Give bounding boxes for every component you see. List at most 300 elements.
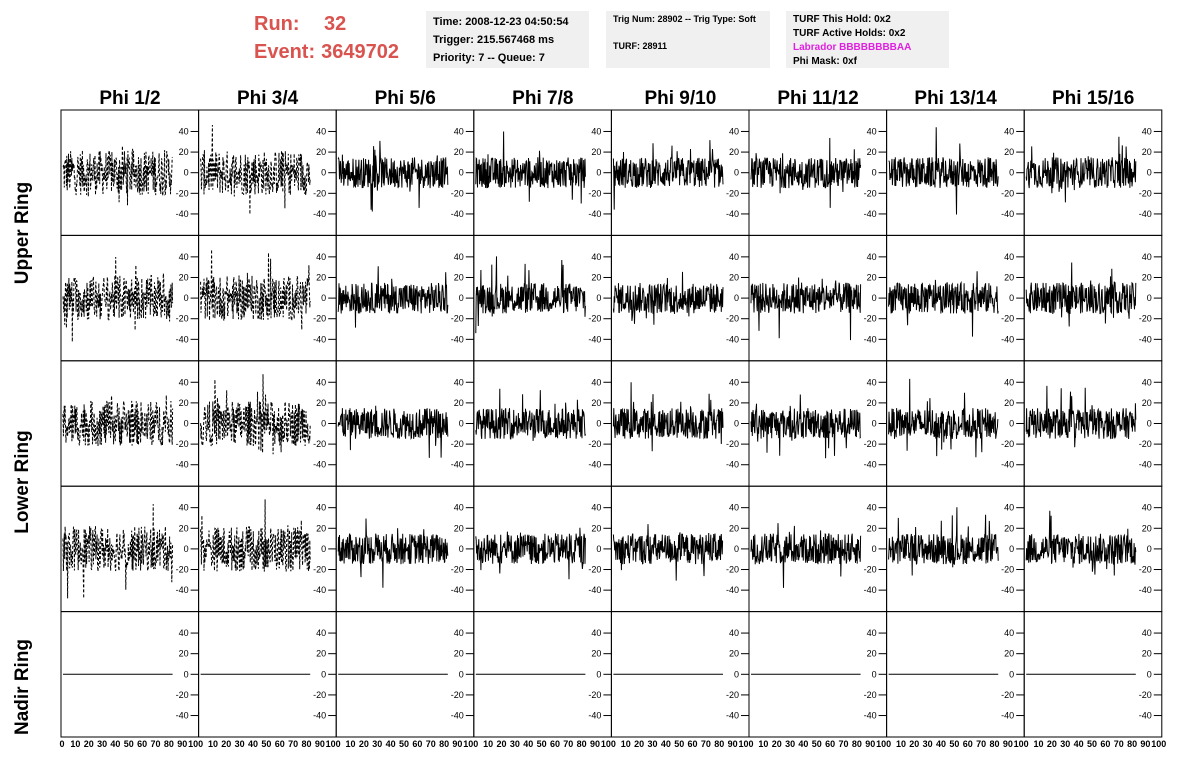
y-tick-label: -20 [863,188,877,199]
y-tick-label: 20 [316,147,327,158]
y-tick-label: 40 [728,251,739,262]
y-tick-label: 0 [321,418,327,429]
x-tick-label: 10 [895,739,906,749]
y-tick-label: 40 [591,502,602,513]
y-tick-label: 20 [728,397,739,408]
x-tick-label: 90 [452,739,463,749]
y-tick-label: 20 [316,648,327,659]
y-tick-label: 20 [866,397,877,408]
y-tick-label: -40 [1001,710,1015,721]
y-tick-label: 0 [1009,293,1015,304]
y-tick-label: -20 [863,689,877,700]
y-tick-label: 20 [1004,272,1015,283]
trig-num-text: Trig Num: 28902 -- Trig Type: Soft [613,14,756,24]
waveform-trace [889,127,999,214]
y-tick-label: 0 [458,293,464,304]
y-tick-label: 0 [1146,418,1152,429]
waveform-trace [751,395,861,459]
y-tick-label: 20 [728,648,739,659]
column-header: Phi 15/16 [1051,88,1135,109]
y-tick-label: 20 [453,397,464,408]
x-tick-label: 60 [549,739,560,749]
y-tick-label: 20 [591,648,602,659]
waveform-trace [476,528,586,579]
y-tick-label: -20 [175,564,189,575]
priority-text: Priority: 7 -- Queue: 7 [433,52,545,64]
y-tick-label: 0 [596,293,602,304]
y-tick-label: 40 [1004,126,1015,137]
y-tick-label: 40 [866,628,877,639]
x-tick-label: 100 [1151,739,1167,749]
y-tick-label: 20 [591,272,602,283]
x-tick-label: 10 [620,739,631,749]
x-tick-label: 80 [163,739,174,749]
x-tick-label: 70 [425,739,436,749]
y-tick-label: 40 [728,502,739,513]
y-tick-label: 0 [458,167,464,178]
y-tick-label: 0 [183,293,189,304]
x-tick-label: 30 [1060,739,1071,749]
y-tick-label: -40 [863,710,877,721]
y-tick-label: -20 [450,689,464,700]
y-tick-label: -40 [1138,710,1152,721]
x-tick-label: 40 [110,739,121,749]
y-tick-label: -20 [588,564,602,575]
y-tick-label: -40 [725,710,739,721]
y-tick-label: -40 [450,710,464,721]
y-tick-label: 0 [596,167,602,178]
y-tick-label: -20 [588,689,602,700]
x-tick-label: 90 [1002,739,1013,749]
turf-active-holds-text: TURF Active Holds: 0x2 [793,28,906,39]
y-tick-label: 0 [733,418,739,429]
x-tick-label: 70 [838,739,849,749]
y-tick-label: -20 [1138,188,1152,199]
y-tick-label: -20 [450,439,464,450]
y-tick-label: -20 [588,439,602,450]
y-tick-label: 40 [1004,502,1015,513]
y-tick-label: 0 [1146,167,1152,178]
y-tick-label: -20 [1001,188,1015,199]
ring-label-upper: Upper Ring [12,181,33,285]
waveform-trace [751,278,861,341]
y-tick-label: 0 [458,418,464,429]
x-tick-label: 70 [1113,739,1124,749]
x-tick-label: 40 [385,739,396,749]
y-tick-label: 20 [178,147,189,158]
x-tick-label: 100 [876,739,892,749]
x-tick-label: 30 [509,739,520,749]
column-header: Phi 3/4 [236,88,299,109]
y-tick-label: 0 [1146,543,1152,554]
column-header: Phi 11/12 [777,88,859,109]
y-tick-label: 0 [321,167,327,178]
y-tick-label: 0 [596,669,602,680]
column-header: Phi 1/2 [99,88,161,109]
y-tick-label: -20 [1001,564,1015,575]
x-tick-label: 10 [483,739,494,749]
waveform-trace [1026,137,1136,203]
event-label: Event: [254,41,316,63]
waveform-trace [1026,263,1136,327]
waveform-trace [613,140,723,210]
column-header: Phi 9/10 [644,88,717,109]
y-tick-label: 20 [453,648,464,659]
y-tick-label: 20 [1141,272,1152,283]
y-tick-label: 40 [178,628,189,639]
x-tick-label: 40 [798,739,809,749]
y-tick-label: -20 [725,689,739,700]
y-tick-label: 40 [1141,377,1152,388]
y-tick-label: -40 [863,208,877,219]
x-tick-label: 10 [345,739,356,749]
y-tick-label: -20 [1001,313,1015,324]
y-tick-label: 20 [591,147,602,158]
x-tick-label: 10 [70,739,81,749]
y-tick-label: -40 [863,585,877,596]
x-tick-label: 80 [439,739,450,749]
ring-label-lower: Lower Ring [12,430,33,534]
y-tick-label: -40 [1001,334,1015,345]
x-tick-label: 30 [234,739,245,749]
y-tick-label: -40 [175,459,189,470]
y-tick-label: -40 [725,334,739,345]
y-tick-label: -20 [1138,439,1152,450]
y-tick-label: 20 [178,648,189,659]
y-tick-label: 0 [321,669,327,680]
y-tick-label: 20 [178,272,189,283]
waveform-trace [201,374,311,454]
y-tick-label: 0 [871,418,877,429]
y-tick-label: 20 [316,272,327,283]
x-tick-label: 70 [700,739,711,749]
x-tick-label: 10 [1033,739,1044,749]
y-tick-label: -40 [313,208,327,219]
y-tick-label: 40 [591,126,602,137]
x-tick-label: 0 [59,739,65,749]
y-tick-label: 40 [1004,628,1015,639]
y-tick-label: 20 [1141,147,1152,158]
y-tick-label: 0 [733,669,739,680]
y-tick-label: 40 [178,502,189,513]
x-tick-label: 20 [496,739,507,749]
x-tick-label: 60 [825,739,836,749]
event-value: 3649702 [321,41,399,63]
x-tick-label: 50 [949,739,960,749]
y-tick-label: -20 [863,564,877,575]
y-tick-label: 40 [316,628,327,639]
y-tick-label: -20 [450,564,464,575]
x-tick-label: 20 [909,739,920,749]
column-header: Phi 13/14 [914,88,997,109]
y-tick-label: 0 [871,167,877,178]
y-tick-label: 20 [728,523,739,534]
x-tick-label: 70 [563,739,574,749]
y-tick-label: 20 [1141,523,1152,534]
x-tick-label: 30 [372,739,383,749]
x-tick-label: 50 [811,739,822,749]
turf-this-hold-text: TURF This Hold: 0x2 [793,14,891,25]
y-tick-label: 40 [178,251,189,262]
y-tick-label: 20 [866,523,877,534]
x-tick-label: 90 [314,739,325,749]
y-tick-label: -20 [450,188,464,199]
y-tick-label: -20 [588,188,602,199]
waveform-trace [63,257,173,342]
waveform-trace [63,395,173,446]
waveform-trace [201,250,311,330]
y-tick-label: 20 [866,648,877,659]
y-tick-label: -20 [313,439,327,450]
x-tick-label: 30 [922,739,933,749]
x-tick-label: 60 [1100,739,1111,749]
x-tick-label: 80 [851,739,862,749]
y-tick-label: -20 [863,313,877,324]
y-tick-label: 40 [1141,628,1152,639]
y-tick-label: 40 [591,377,602,388]
turf-text: TURF: 28911 [613,41,668,51]
y-tick-label: 20 [453,272,464,283]
labrador-text: Labrador BBBBBBBBAA [793,42,912,53]
y-tick-label: 20 [591,397,602,408]
x-tick-label: 20 [1046,739,1057,749]
y-tick-label: 20 [316,523,327,534]
y-tick-label: 0 [871,543,877,554]
y-tick-label: 40 [316,377,327,388]
y-tick-label: -20 [725,313,739,324]
y-tick-label: -20 [1138,564,1152,575]
waveform-trace [338,141,448,212]
y-tick-label: 40 [866,502,877,513]
y-tick-label: -20 [313,689,327,700]
y-tick-label: 20 [591,523,602,534]
x-tick-label: 100 [600,739,616,749]
y-tick-label: 40 [866,126,877,137]
y-tick-label: -20 [175,689,189,700]
y-tick-label: 20 [1004,397,1015,408]
y-tick-label: 40 [316,251,327,262]
waveform-trace [613,524,723,581]
waveform-trace [613,272,723,325]
x-tick-label: 100 [463,739,479,749]
x-tick-label: 70 [150,739,161,749]
y-tick-label: -40 [450,334,464,345]
x-tick-label: 50 [1086,739,1098,749]
waveform-trace [751,523,861,588]
waveform-trace [1026,386,1136,447]
y-tick-label: 40 [316,126,327,137]
y-tick-label: 0 [458,543,464,554]
waveform-trace [889,507,999,575]
y-tick-label: -40 [313,710,327,721]
y-tick-label: 20 [866,147,877,158]
y-tick-label: -20 [1001,689,1015,700]
y-tick-label: 0 [596,418,602,429]
y-tick-label: -20 [175,188,189,199]
y-tick-label: 40 [728,628,739,639]
y-tick-label: 0 [1009,418,1015,429]
x-tick-label: 30 [97,739,108,749]
y-tick-label: 0 [458,669,464,680]
y-tick-label: -40 [1138,334,1152,345]
y-tick-label: -40 [313,585,327,596]
y-tick-label: 0 [871,293,877,304]
x-tick-label: 90 [1140,739,1151,749]
y-tick-label: -40 [588,459,602,470]
y-tick-label: -20 [313,188,327,199]
x-tick-label: 20 [771,739,782,749]
x-tick-label: 90 [177,739,188,749]
waveform-trace [613,382,723,451]
waveform-trace [338,406,448,458]
y-tick-label: 20 [316,397,327,408]
y-tick-label: -40 [1138,208,1152,219]
trigger-text: Trigger: 215.567468 ms [433,34,555,46]
waveform-trace [1026,511,1136,576]
x-tick-label: 20 [221,739,232,749]
waveform-trace [751,138,861,208]
y-tick-label: 20 [728,272,739,283]
y-tick-label: 20 [1004,147,1015,158]
y-tick-label: 20 [453,523,464,534]
y-tick-label: -40 [450,208,464,219]
y-tick-label: 0 [1146,293,1152,304]
y-tick-label: -40 [588,710,602,721]
waveform-trace [63,504,173,598]
x-tick-label: 10 [758,739,769,749]
y-tick-label: 0 [183,543,189,554]
x-tick-label: 100 [738,739,754,749]
y-tick-label: 0 [183,418,189,429]
y-tick-label: -20 [450,313,464,324]
y-tick-label: -40 [1001,208,1015,219]
y-tick-label: 0 [183,669,189,680]
y-tick-label: 40 [1004,251,1015,262]
ring-label-nadir: Nadir Ring [12,638,33,736]
y-tick-label: -40 [313,459,327,470]
y-tick-label: 40 [866,251,877,262]
y-tick-label: -20 [588,313,602,324]
y-tick-label: 40 [728,126,739,137]
x-tick-label: 50 [536,739,547,749]
column-header: Phi 7/8 [512,88,574,109]
waveform-trace [338,519,448,588]
y-tick-label: 0 [1009,543,1015,554]
phi-mask-text: Phi Mask: 0xf [793,56,857,67]
x-tick-label: 100 [188,739,204,749]
y-tick-label: -20 [1138,689,1152,700]
y-tick-label: -20 [313,313,327,324]
y-tick-label: -20 [725,439,739,450]
waveform-trace [889,271,999,336]
y-tick-label: -40 [450,459,464,470]
y-tick-label: 40 [316,502,327,513]
x-tick-label: 80 [576,739,587,749]
x-tick-label: 40 [248,739,259,749]
waveform-trace [476,256,586,333]
x-tick-label: 40 [660,739,671,749]
x-tick-label: 80 [989,739,1000,749]
y-tick-label: 20 [1141,397,1152,408]
y-tick-label: -40 [1138,459,1152,470]
x-tick-label: 100 [1013,739,1029,749]
x-tick-label: 100 [325,739,341,749]
x-tick-label: 20 [634,739,645,749]
x-tick-label: 20 [358,739,369,749]
x-tick-label: 90 [727,739,738,749]
y-tick-label: -40 [313,334,327,345]
y-tick-label: 40 [866,377,877,388]
x-tick-label: 30 [785,739,796,749]
y-tick-label: -20 [725,188,739,199]
run-value: 32 [324,13,347,35]
y-tick-label: 0 [1146,669,1152,680]
x-tick-label: 60 [962,739,973,749]
y-tick-label: -40 [725,208,739,219]
y-tick-label: -40 [588,208,602,219]
y-tick-label: -40 [725,585,739,596]
y-tick-label: 0 [733,167,739,178]
y-tick-label: 40 [591,251,602,262]
x-tick-label: 40 [523,739,534,749]
y-tick-label: 40 [728,377,739,388]
y-tick-label: -40 [175,334,189,345]
x-tick-label: 80 [714,739,725,749]
waveform-trace [889,379,999,457]
y-tick-label: -20 [863,439,877,450]
y-tick-label: 40 [453,628,464,639]
x-tick-label: 50 [398,739,410,749]
y-tick-label: 20 [453,147,464,158]
y-tick-label: 20 [1141,648,1152,659]
y-tick-label: 20 [178,397,189,408]
waveform-trace [63,146,173,205]
y-tick-label: 20 [866,272,877,283]
x-tick-label: 90 [590,739,601,749]
x-tick-label: 50 [674,739,685,749]
x-tick-label: 10 [207,739,218,749]
y-tick-label: 40 [1141,126,1152,137]
x-tick-label: 60 [687,739,698,749]
run-label: Run: [254,13,300,35]
x-tick-label: 70 [976,739,987,749]
x-tick-label: 90 [865,739,876,749]
y-tick-label: -40 [175,208,189,219]
x-tick-label: 60 [412,739,423,749]
y-tick-label: 40 [1141,251,1152,262]
y-tick-label: -20 [175,439,189,450]
y-tick-label: 40 [453,251,464,262]
y-tick-label: -40 [1138,585,1152,596]
x-tick-label: 60 [137,739,148,749]
waveform-trace [338,266,448,327]
y-tick-label: 0 [183,167,189,178]
y-tick-label: 40 [1004,377,1015,388]
y-tick-label: 20 [178,523,189,534]
y-tick-label: -20 [1138,313,1152,324]
y-tick-label: -40 [863,459,877,470]
y-tick-label: 40 [591,628,602,639]
waveform-trace [201,125,311,214]
y-tick-label: 0 [1009,167,1015,178]
y-tick-label: 0 [733,543,739,554]
y-tick-label: -40 [175,585,189,596]
waveform-trace [476,389,586,441]
y-tick-label: -20 [725,564,739,575]
x-tick-label: 60 [274,739,285,749]
x-tick-label: 20 [83,739,94,749]
y-tick-label: -40 [863,334,877,345]
